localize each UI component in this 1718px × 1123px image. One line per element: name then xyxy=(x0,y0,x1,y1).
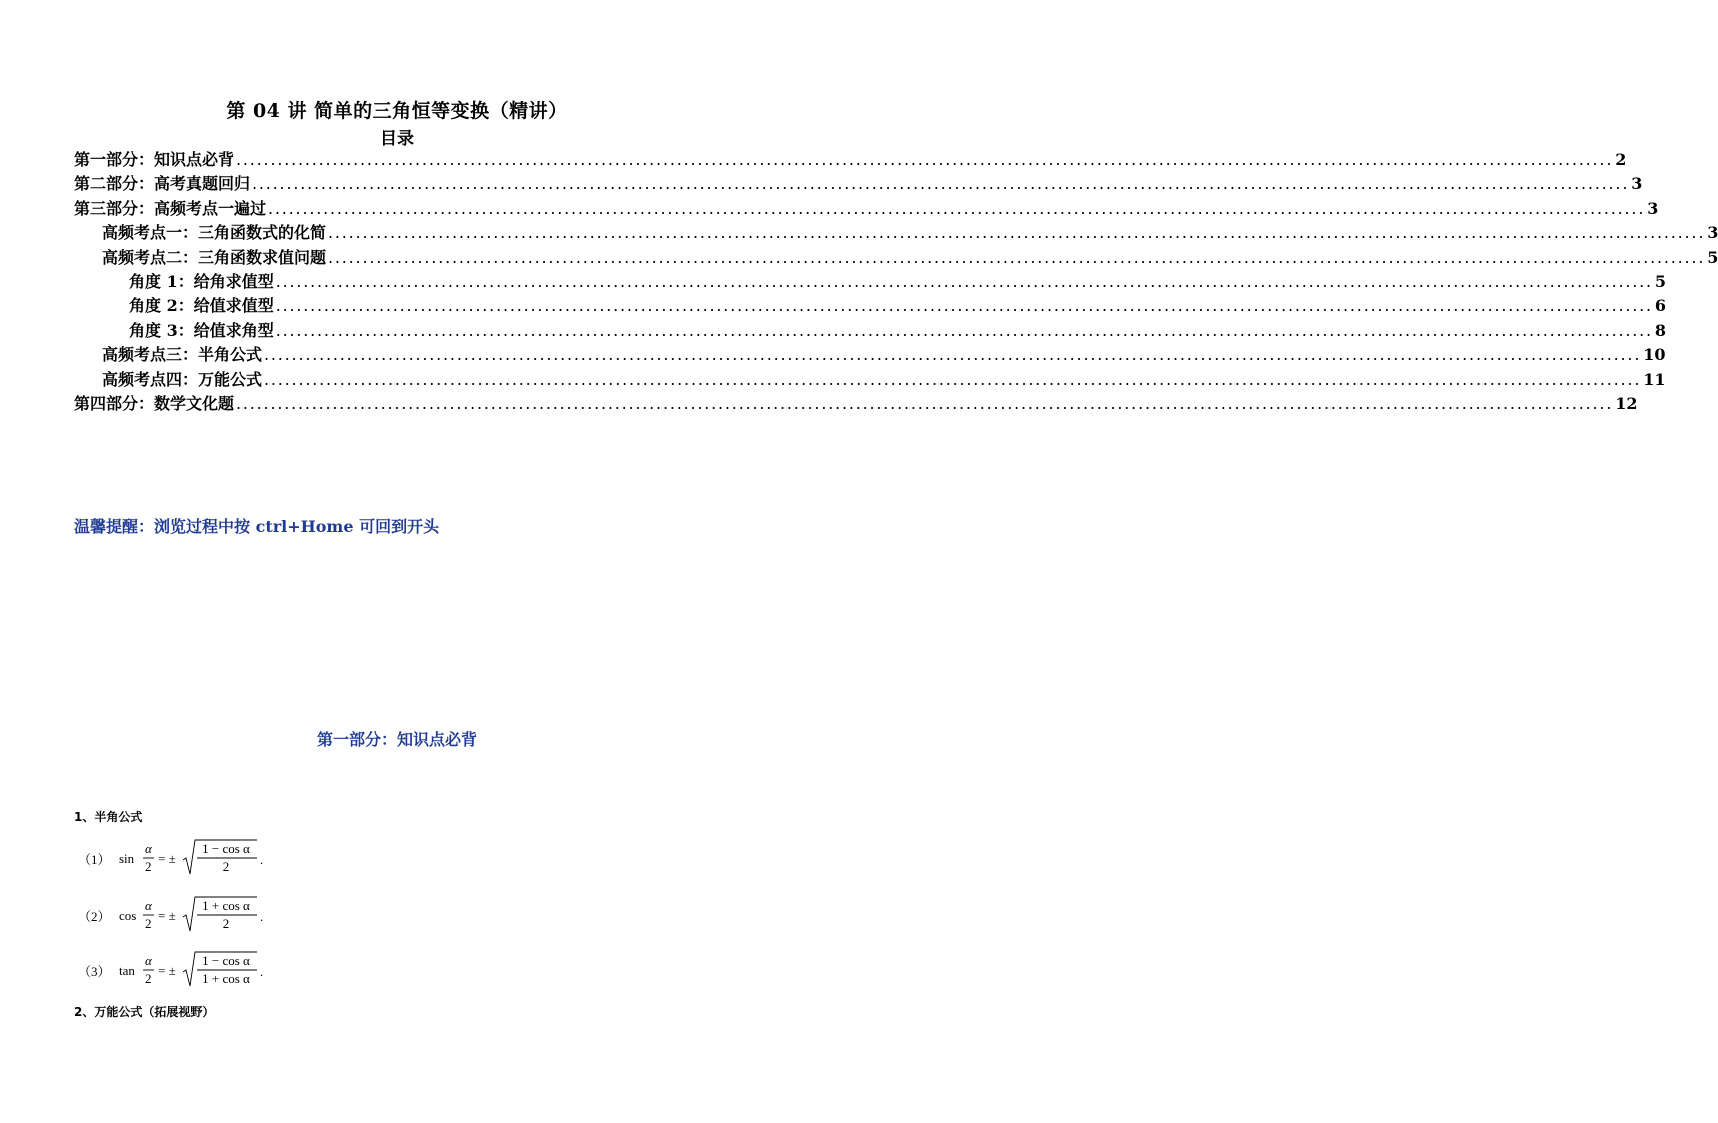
section-heading: 第一部分：知识点必背 xyxy=(316,730,477,749)
toc-entry-page: 12 xyxy=(1615,393,1638,413)
toc-entry-page: 5 xyxy=(1654,271,1667,291)
toc-leader-dots: ........................................................................................................................................................................................................ xyxy=(264,369,1642,389)
formula-denominator-two: 2 xyxy=(144,916,152,931)
formula-plus-minus: = ± xyxy=(157,908,176,923)
formula-number: （1） xyxy=(78,851,111,867)
radical-denominator: 2 xyxy=(222,859,229,874)
toc-entry-label: 高频考点二：三角函数求值问题 xyxy=(102,247,327,267)
toc-entry[interactable] xyxy=(74,318,1667,342)
toc-heading: 目录 xyxy=(380,129,414,149)
formula-period: . xyxy=(259,964,263,979)
toc-entry[interactable] xyxy=(74,367,1666,391)
toc-entry-page: 6 xyxy=(1654,296,1667,316)
formula-denominator-two: 2 xyxy=(144,859,152,874)
toc-leader-dots: ........................................................................................................................................................................................................ xyxy=(328,223,1706,243)
subsection-title-half-angle: 1、半角公式 xyxy=(74,810,143,824)
formula-denominator-two: 2 xyxy=(144,971,152,986)
toc-leader-dots: ........................................................................................................................................................................................................ xyxy=(268,198,1646,218)
toc-leader-dots: ........................................................................................................................................................................................................ xyxy=(275,296,1653,316)
toc-entry-label: 第四部分：数学文化题 xyxy=(74,393,235,413)
toc-entry-label: 高频考点三：半角公式 xyxy=(102,345,263,365)
toc-leader-dots: ........................................................................................................................................................................................................ xyxy=(252,174,1630,194)
toc-entry[interactable] xyxy=(74,269,1667,293)
radical-numerator: 1 − cos α xyxy=(201,953,250,968)
formula-function-name: tan xyxy=(118,963,135,978)
toc-entry[interactable] xyxy=(74,245,1718,269)
formula-alpha: α xyxy=(144,898,152,913)
radical-denominator: 1 + cos α xyxy=(201,971,250,986)
toc-entry[interactable] xyxy=(74,196,1659,220)
table-of-contents xyxy=(74,147,1718,415)
radical-denominator: 2 xyxy=(222,916,229,931)
formula-alpha: α xyxy=(144,841,152,856)
formula-plus-minus: = ± xyxy=(157,851,176,866)
formula-plus-minus: = ± xyxy=(157,963,176,978)
formula-expression xyxy=(119,895,269,935)
toc-entry-label: 角度 1：给角求值型 xyxy=(129,271,274,291)
formula-alpha: α xyxy=(144,953,152,968)
toc-entry[interactable] xyxy=(74,220,1718,244)
toc-leader-dots: ........................................................................................................................................................................................................ xyxy=(275,320,1653,340)
toc-entry-page: 3 xyxy=(1631,174,1643,194)
toc-entry-label: 高频考点一：三角函数式的化简 xyxy=(102,223,327,243)
formula-half-angle-tan xyxy=(78,950,269,990)
toc-entry-page: 2 xyxy=(1615,150,1627,169)
toc-entry-page: 11 xyxy=(1643,369,1666,389)
reminder-note: 温馨提醒：浏览过程中按 ctrl+Home 可回到开头 xyxy=(74,517,440,536)
toc-entry[interactable] xyxy=(74,391,1638,415)
toc-entry-label: 第二部分：高考真题回归 xyxy=(74,174,251,194)
formula-function-name: sin xyxy=(118,851,134,866)
toc-entry-label: 高频考点四：万能公式 xyxy=(102,369,263,389)
toc-entry-page: 3 xyxy=(1707,223,1718,243)
toc-leader-dots: ........................................................................................................................................................................................................ xyxy=(236,393,1614,413)
toc-entry[interactable] xyxy=(74,342,1666,366)
toc-entry-page: 8 xyxy=(1654,320,1667,340)
formula-period: . xyxy=(259,852,263,867)
formula-expression xyxy=(119,838,269,878)
toc-entry[interactable] xyxy=(74,293,1667,317)
toc-leader-dots: ........................................................................................................................................................................................................ xyxy=(264,345,1642,365)
radical-numerator: 1 + cos α xyxy=(201,898,250,913)
subsection-title-universal-formula: 2、万能公式（拓展视野） xyxy=(74,1005,215,1019)
radical-numerator: 1 − cos α xyxy=(201,841,250,856)
toc-entry[interactable] xyxy=(74,171,1643,195)
page-title: 第 04 讲 简单的三角恒等变换（精讲） xyxy=(226,100,568,122)
toc-leader-dots: ........................................................................................................................................................................................................ xyxy=(236,150,1614,169)
toc-entry-label: 角度 2：给值求值型 xyxy=(129,296,274,316)
formula-number: （3） xyxy=(78,963,111,979)
toc-entry-page: 10 xyxy=(1643,345,1666,365)
toc-entry-label: 第三部分：高频考点一遍过 xyxy=(74,198,267,218)
toc-leader-dots: ........................................................................................................................................................................................................ xyxy=(275,271,1653,291)
formula-expression xyxy=(119,950,269,990)
toc-entry-page: 5 xyxy=(1707,247,1718,267)
toc-entry-label: 第一部分：知识点必背 xyxy=(74,150,235,169)
formula-period: . xyxy=(259,909,263,924)
formula-function-name: cos xyxy=(118,908,136,923)
toc-entry-page: 3 xyxy=(1647,198,1659,218)
toc-entry[interactable] xyxy=(74,147,1627,171)
formula-half-angle-cos xyxy=(78,895,269,935)
toc-entry-label: 角度 3：给值求角型 xyxy=(129,320,274,340)
formula-half-angle-sin xyxy=(78,838,269,878)
toc-leader-dots: ........................................................................................................................................................................................................ xyxy=(328,247,1706,267)
formula-number: （2） xyxy=(78,908,111,924)
